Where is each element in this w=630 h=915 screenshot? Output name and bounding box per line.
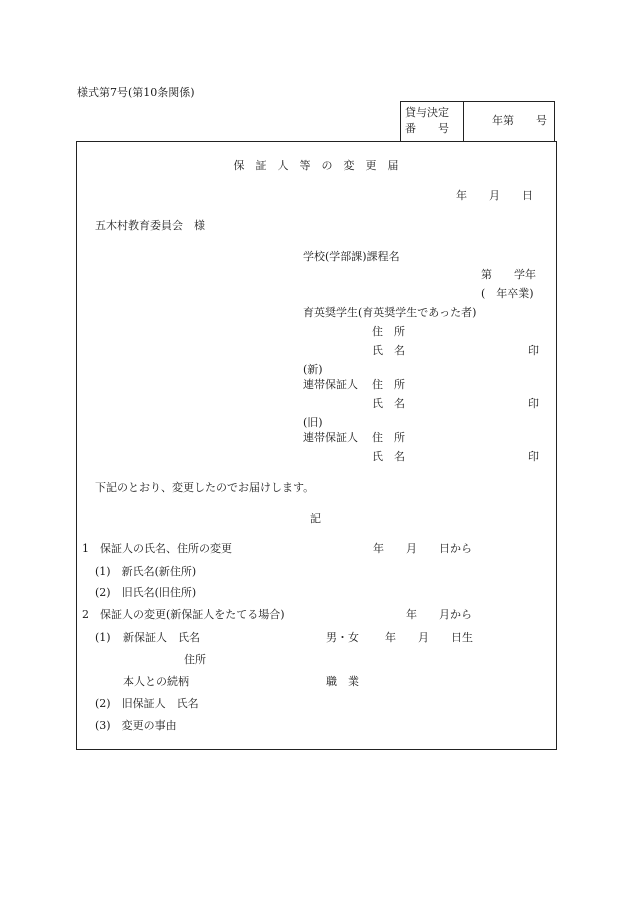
old-guarantor-seal: 印	[528, 450, 539, 463]
ki-heading: 記	[310, 512, 321, 525]
addressee: 五木村教育委員会 様	[95, 219, 205, 232]
form-id: 様式第7号(第10条関係)	[77, 86, 195, 99]
item2-sub1-number: (1)	[95, 631, 111, 644]
student-label: 育英奨学生(育英奨学生であった者)	[303, 306, 477, 319]
form-title: 保 証 人 等 の 変 更 届	[233, 159, 399, 172]
item2-new-guarantor-label: 新保証人 氏名	[123, 631, 200, 644]
school-grade: 第 学年	[481, 268, 536, 281]
item2-address-label: 住所	[184, 653, 206, 666]
student-seal: 印	[528, 344, 539, 357]
item2-gender: 男・女	[326, 631, 359, 644]
decision-label-line2: 番 号	[405, 122, 449, 135]
item2-old-guarantor: (2) 旧保証人 氏名	[95, 697, 199, 710]
school-graduation: ( 年卒業)	[481, 287, 534, 300]
main-form-box	[76, 141, 557, 750]
item1-date: 年 月 日から	[373, 542, 472, 555]
old-guarantor-tag: (旧)	[303, 416, 323, 429]
submission-date: 年 月 日	[456, 189, 533, 202]
item1-heading: 1 保証人の氏名、住所の変更	[82, 542, 232, 555]
new-guarantor-label: 連帯保証人	[303, 378, 358, 391]
decision-label-line1: 貸与決定	[405, 106, 449, 119]
old-guarantor-label: 連帯保証人	[303, 431, 358, 444]
item2-relation-label: 本人との続柄	[123, 675, 189, 688]
student-address-label: 住 所	[372, 325, 405, 338]
old-guarantor-name-label: 氏 名	[372, 450, 405, 463]
new-guarantor-address-label: 住 所	[372, 378, 405, 391]
item2-occupation-label: 職 業	[326, 675, 359, 688]
decision-number-field: 年第 号	[492, 114, 547, 127]
item1-old-name: (2) 旧氏名(旧住所)	[95, 586, 197, 599]
new-guarantor-name-label: 氏 名	[372, 397, 405, 410]
school-label: 学校(学部課)課程名	[303, 250, 400, 263]
item2-reason: (3) 変更の事由	[95, 719, 177, 732]
decision-divider	[463, 102, 464, 142]
intro-text: 下記のとおり、変更したのでお届けします。	[95, 481, 315, 494]
new-guarantor-tag: (新)	[303, 363, 323, 376]
student-name-label: 氏 名	[372, 344, 405, 357]
item2-date: 年 月から	[406, 608, 472, 621]
item1-new-name: (1) 新氏名(新住所)	[95, 565, 197, 578]
old-guarantor-address-label: 住 所	[372, 431, 405, 444]
item2-birthdate: 年 月 日生	[385, 631, 473, 644]
new-guarantor-seal: 印	[528, 397, 539, 410]
item2-heading: 2 保証人の変更(新保証人をたてる場合)	[82, 608, 285, 621]
